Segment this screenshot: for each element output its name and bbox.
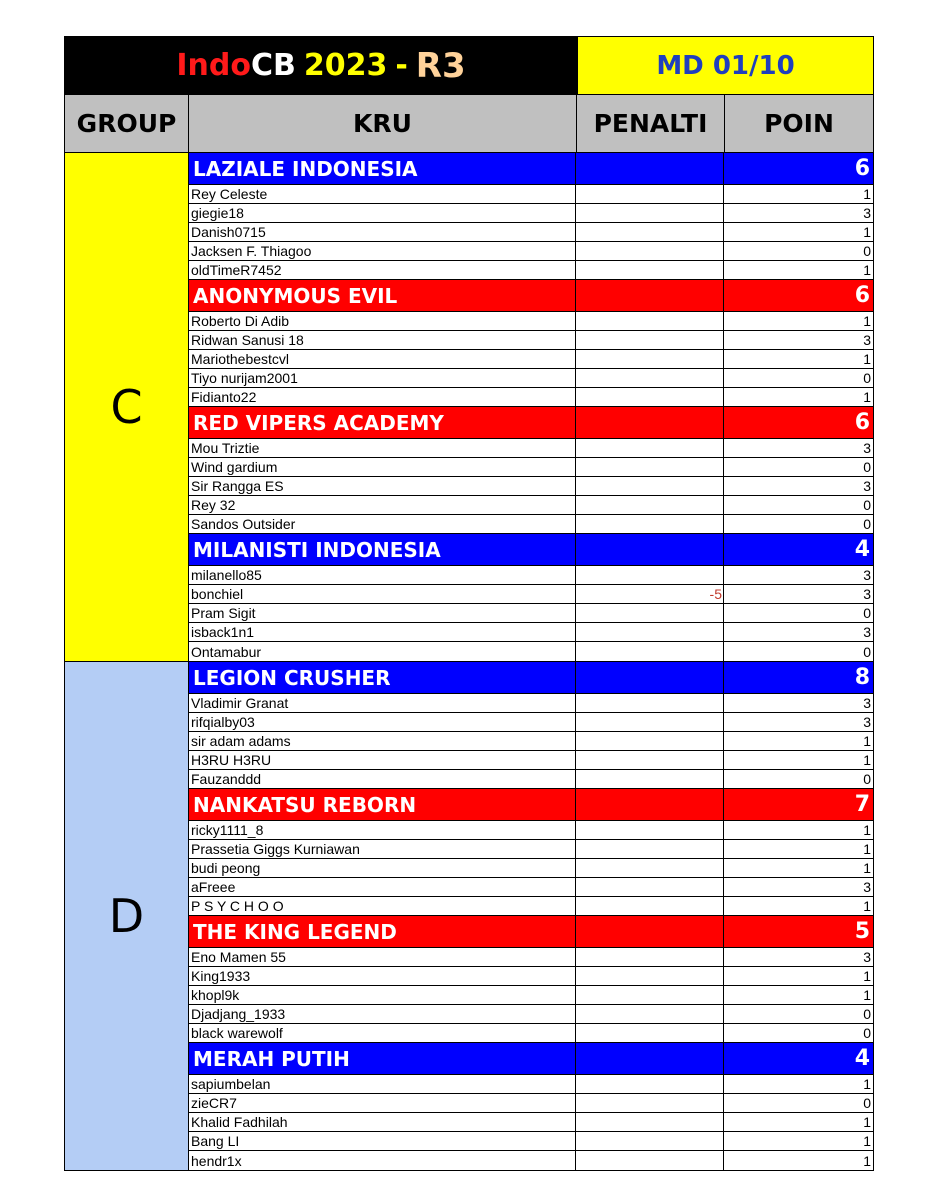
player-points: 3 [863,567,871,583]
player-penalty [576,458,724,476]
player-penalty [576,242,724,260]
player-name: H3RU H3RU [189,751,576,769]
player-points: 1 [863,860,871,876]
player-row [189,477,873,496]
player-points: 3 [863,695,871,711]
player-points: 1 [863,898,871,914]
player-row [189,604,873,623]
player-penalty [576,821,724,839]
group-block-0 [64,153,874,662]
player-points: 1 [863,186,871,202]
player-points: 3 [863,332,871,348]
team-name: LAZIALE INDONESIA [189,153,576,184]
player-name: black warewolf [189,1024,576,1042]
player-penalty [576,312,724,330]
player-name: sir adam adams [189,732,576,750]
player-row [189,732,873,751]
player-penalty [576,897,724,915]
player-row [189,515,873,534]
player-name: aFreee [189,878,576,896]
team-points: 4 [854,537,870,562]
player-row [189,261,873,280]
player-row [189,642,873,661]
team-penalty-cell [576,916,724,947]
player-points: 1 [863,389,871,405]
player-row [189,713,873,732]
team-penalty-cell [576,534,724,565]
player-penalty [576,1094,724,1112]
team-name: RED VIPERS ACADEMY [189,407,576,438]
team-penalty-cell [576,662,724,693]
player-row [189,312,873,331]
player-points: 3 [863,624,871,640]
player-penalty [576,751,724,769]
player-name: Sir Rangga ES [189,477,576,495]
player-penalty [576,515,724,533]
player-row [189,388,873,407]
player-row [189,897,873,916]
team-points: 4 [854,1046,870,1071]
player-name: P S Y C H O O [189,897,576,915]
player-penalty [576,1113,724,1131]
player-penalty [576,732,724,750]
player-name: Khalid Fadhilah [189,1113,576,1131]
player-name: isback1n1 [189,623,576,641]
player-row [189,1075,873,1094]
team-row [189,662,873,694]
player-row [189,566,873,585]
player-row [189,369,873,388]
player-name: Ridwan Sanusi 18 [189,331,576,349]
header-poin: POIN [764,109,834,138]
player-name: Rey Celeste [189,185,576,203]
player-points: 0 [863,643,871,660]
player-points: 1 [863,822,871,838]
player-name: Rey 32 [189,496,576,514]
player-penalty [576,350,724,368]
team-points: 7 [854,792,870,817]
team-row [189,534,873,566]
player-penalty [576,604,724,622]
player-row [189,1024,873,1043]
player-name: Djadjang_1933 [189,1005,576,1023]
player-name: zieCR7 [189,1094,576,1112]
title-round: R3 [415,45,466,86]
column-header-row [64,95,874,153]
player-points: 1 [863,987,871,1003]
player-points: 0 [863,370,871,386]
player-penalty [576,623,724,641]
player-row [189,623,873,642]
team-name: LEGION CRUSHER [189,662,576,693]
player-row [189,1005,873,1024]
player-penalty [576,331,724,349]
player-name: rifqialby03 [189,713,576,731]
player-points: 0 [863,516,871,532]
player-row [189,185,873,204]
title-row [64,36,874,95]
player-name: Mou Triztie [189,439,576,457]
player-points: 3 [863,714,871,730]
player-name: sapiumbelan [189,1075,576,1093]
player-row [189,694,873,713]
header-kru: KRU [189,95,577,152]
player-name: ricky1111_8 [189,821,576,839]
standings-sheet [64,36,874,1171]
player-penalty [576,185,724,203]
player-points: 0 [863,1025,871,1041]
player-points: 1 [863,1076,871,1092]
player-penalty [576,388,724,406]
team-row [189,407,873,439]
player-row [189,840,873,859]
player-penalty [576,1024,724,1042]
player-points: 1 [863,1114,871,1130]
player-points: 0 [863,771,871,787]
player-penalty [576,967,724,985]
player-penalty [576,477,724,495]
title-dash: - [395,48,408,83]
team-row [189,280,873,312]
player-penalty [576,642,724,661]
player-name: khopl9k [189,986,576,1004]
team-points: 6 [854,410,870,435]
group-rows [189,153,873,661]
team-name: THE KING LEGEND [189,916,576,947]
player-points: 0 [863,243,871,259]
title-year: 2023 [303,48,388,83]
team-row [189,1043,873,1075]
team-penalty-cell [576,153,724,184]
player-penalty [576,204,724,222]
player-points: 1 [863,224,871,240]
player-row [189,821,873,840]
matchday-label: MD 01/10 [577,37,873,94]
player-points: 1 [863,841,871,857]
player-name: Wind gardium [189,458,576,476]
player-penalty [576,878,724,896]
team-penalty-cell [576,789,724,820]
player-name: Pram Sigit [189,604,576,622]
player-points: 3 [863,478,871,494]
player-penalty [576,496,724,514]
team-name: MERAH PUTIH [189,1043,576,1074]
tournament-title [65,37,577,94]
player-name: bonchiel [189,585,576,603]
team-points: 5 [854,919,870,944]
player-row [189,967,873,986]
player-penalty [576,261,724,279]
title-cb: CB [250,48,296,83]
group-rows [189,662,873,1170]
header-penalti: PENALTI [577,95,725,152]
team-name: MILANISTI INDONESIA [189,534,576,565]
team-name: ANONYMOUS EVIL [189,280,576,311]
player-row [189,1132,873,1151]
player-points: 3 [863,205,871,221]
player-penalty [576,859,724,877]
player-row [189,859,873,878]
player-row [189,585,873,604]
player-points: 1 [863,313,871,329]
player-row [189,331,873,350]
player-penalty [576,1132,724,1150]
player-row [189,948,873,967]
team-penalty-cell [576,1043,724,1074]
team-points: 6 [854,283,870,308]
team-points: 6 [854,156,870,181]
player-points: 3 [863,440,871,456]
player-row [189,751,873,770]
player-name: Mariothebestcvl [189,350,576,368]
player-row [189,242,873,261]
player-name: Ontamabur [189,642,576,661]
player-penalty [576,223,724,241]
player-name: Danish0715 [189,223,576,241]
player-row [189,1151,873,1170]
groups-container [64,153,874,1171]
player-row [189,204,873,223]
title-indo: Indo [176,48,251,83]
player-points: 1 [863,1152,871,1169]
player-name: Sandos Outsider [189,515,576,533]
team-name: NANKATSU REBORN [189,789,576,820]
team-penalty-cell [576,407,724,438]
player-row [189,986,873,1005]
player-name: Tiyo nurijam2001 [189,369,576,387]
player-name: Fidianto22 [189,388,576,406]
player-name: giegie18 [189,204,576,222]
player-name: oldTimeR7452 [189,261,576,279]
player-penalty [576,713,724,731]
player-points: 1 [863,351,871,367]
player-points: 1 [863,752,871,768]
player-penalty [576,770,724,788]
player-penalty [576,1075,724,1093]
player-points: 3 [863,949,871,965]
player-name: budi peong [189,859,576,877]
player-row [189,1094,873,1113]
player-name: hendr1x [189,1151,576,1170]
player-penalty [576,840,724,858]
player-row [189,496,873,515]
player-penalty [576,948,724,966]
player-name: Jacksen F. Thiagoo [189,242,576,260]
player-name: Vladimir Granat [189,694,576,712]
player-name: Prassetia Giggs Kurniawan [189,840,576,858]
team-points: 8 [854,665,870,690]
player-name: Eno Mamen 55 [189,948,576,966]
team-row [189,153,873,185]
player-points: 0 [863,497,871,513]
player-name: Roberto Di Adib [189,312,576,330]
player-points: 1 [863,262,871,278]
player-points: 1 [863,968,871,984]
player-points: 0 [863,1095,871,1111]
player-penalty [576,369,724,387]
player-points: 1 [863,1133,871,1149]
player-name: milanello85 [189,566,576,584]
player-row [189,878,873,897]
player-penalty [576,694,724,712]
player-row [189,439,873,458]
player-points: 0 [863,459,871,475]
player-points: 0 [863,605,871,621]
player-name: Fauzanddd [189,770,576,788]
player-penalty [576,986,724,1004]
player-name: Bang LI [189,1132,576,1150]
player-points: 0 [863,1006,871,1022]
player-points: 3 [863,586,871,602]
player-penalty: -5 [576,585,724,603]
player-penalty [576,1005,724,1023]
team-row [189,916,873,948]
player-penalty [576,439,724,457]
group-block-1 [64,662,874,1171]
header-group: GROUP [65,95,189,152]
player-row [189,770,873,789]
player-row [189,458,873,477]
player-row [189,350,873,369]
team-row [189,789,873,821]
player-penalty [576,1151,724,1170]
player-name: King1933 [189,967,576,985]
player-penalty [576,566,724,584]
player-points: 3 [863,879,871,895]
player-points: 1 [863,733,871,749]
player-row [189,223,873,242]
group-letter: D [65,662,189,1170]
team-penalty-cell [576,280,724,311]
group-letter: C [65,153,189,661]
player-row [189,1113,873,1132]
